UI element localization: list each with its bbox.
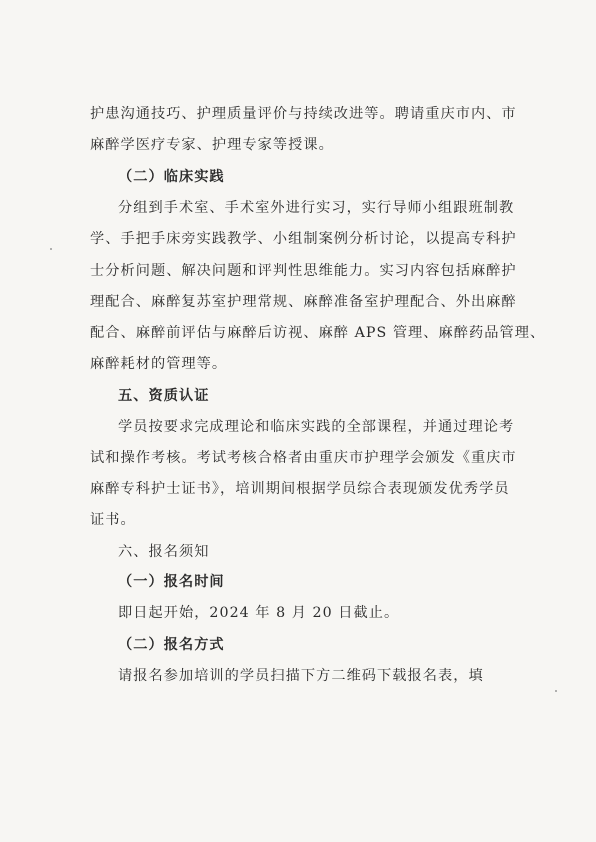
body-line: 分组到手术室、手术室外进行实习，实行导师小组跟班制教 [118,200,515,216]
scan-speck [50,248,52,250]
body-line: 请报名参加培训的学员扫描下方二维码下载报名表，填 [118,668,484,684]
body-line: 士分析问题、解决问题和评判性思维能力。实习内容包括麻醉护 [90,263,517,279]
body-line: 即日起开始，2024 年 8 月 20 日截止。 [118,605,400,621]
body-line: 证书。 [90,512,136,528]
body-line: 麻醉学医疗专家、护理专家等授课。 [90,137,334,153]
body-line: 学、手把手床旁实践教学、小组制案例分析讨论，以提高专科护 [90,231,517,247]
scan-speck [555,690,557,692]
body-line: 护患沟通技巧、护理质量评价与持续改进等。聘请重庆市内、市 [90,106,517,122]
section-heading-qualification: 五、资质认证 [118,388,210,404]
sub-heading-registration-time: （一）报名时间 [118,574,225,590]
section-heading-registration: 六、报名须知 [118,544,210,560]
sub-heading-registration-method: （二）报名方式 [118,637,225,653]
section-heading-clinical-practice: （二）临床实践 [118,169,225,185]
body-line: 学员按要求完成理论和临床实践的全部课程，并通过理论考 [118,419,515,435]
body-line: 麻醉专科护士证书》，培训期间根据学员综合表现颁发优秀学员 [90,481,510,497]
body-line: 理配合、麻醉复苏室护理常规、麻醉准备室护理配合、外出麻醉 [90,294,517,310]
body-line: 配合、麻醉前评估与麻醉后访视、麻醉 APS 管理、麻醉药品管理、 [90,325,546,341]
body-line: 试和操作考核。考试考核合格者由重庆市护理学会颁发《重庆市 [90,450,517,466]
body-line: 麻醉耗材的管理等。 [90,356,228,372]
